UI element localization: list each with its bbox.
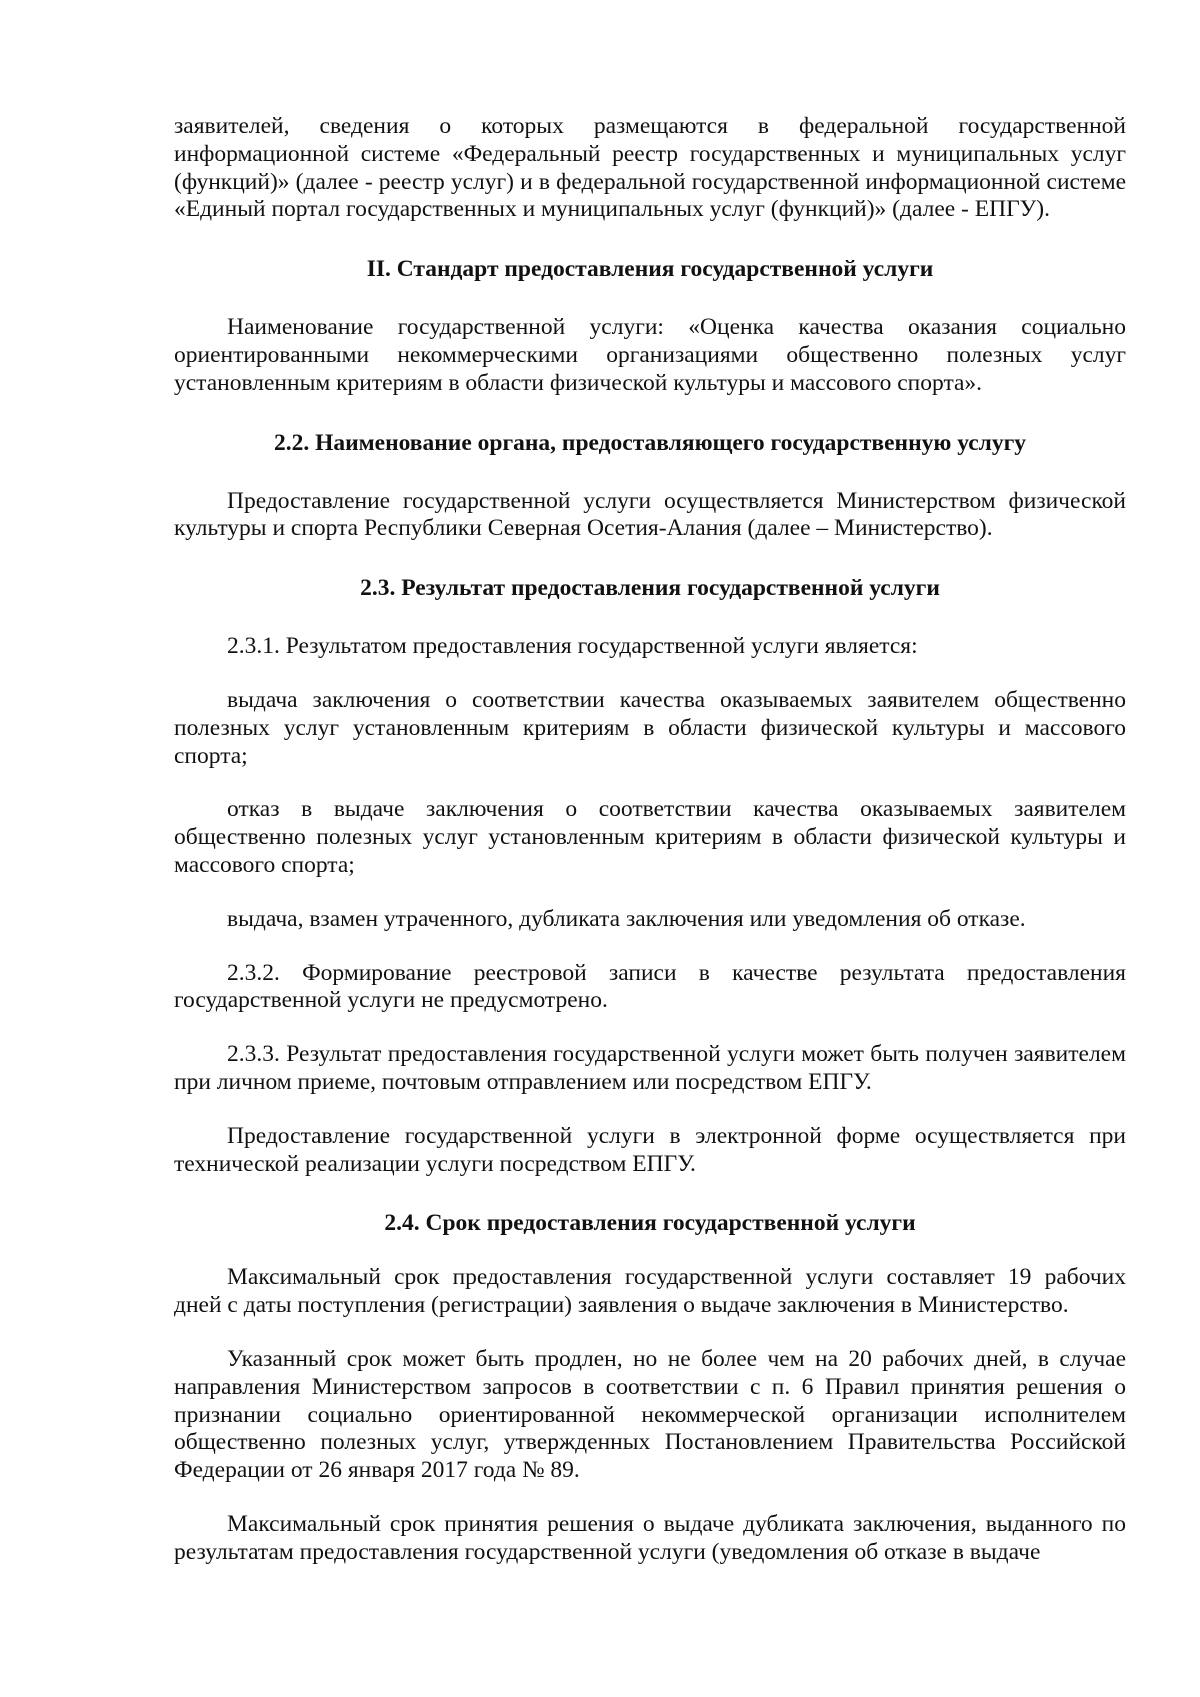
paragraph-result-duplicate: выдача, взамен утраченного, дубликата заключения или уведомления об отказе.: [227, 905, 1026, 932]
paragraph-2-2: Предоставление государственной услуги осуществляется Министерством физической культуры и спорта Республики Северная Осетия-Алания (далее – Министерство).: [174, 487, 1126, 542]
section-heading-2-4: 2.4. Срок предоставления государственной услуги: [384, 1210, 916, 1237]
section-heading-2-2: 2.2. Наименование органа, предоставляющего государственную услугу: [273, 429, 1027, 456]
paragraph-2-4-extension: Указанный срок может быть продлен, но не более чем на 20 рабочих дней, в случае направления Министерством запросов в соответствии с п. 6 Правил принятия решения о признании социально ориентированной некоммерческой организации исполнителем общественно полезных услуг, утвержденных Постановлением Правительства Российской Федерации от 26 января 2017 года № 89.: [174, 1345, 1126, 1484]
paragraph-result-refusal: отказ в выдаче заключения о соответствии качества оказываемых заявителем общественно полезных услуг установленным критериям в области физической культуры и массового спорта;: [174, 796, 1126, 878]
paragraph-2-3-2: 2.3.2. Формирование реестровой записи в качестве результата предоставления государственной услуги не предусмотрено.: [174, 959, 1126, 1014]
section-heading-2-3: 2.3. Результат предоставления государственной услуги: [360, 575, 940, 602]
paragraph-2-4-max-term: Максимальный срок предоставления государственной услуги составляет 19 рабочих дней с даты поступления (регистрации) заявления о выдаче заключения в Министерство.: [174, 1264, 1126, 1319]
paragraph-result-issue: выдача заключения о соответствии качества оказываемых заявителем общественно полезных услуг установленным критериям в области физической культуры и массового спорта;: [174, 686, 1126, 769]
paragraph-electronic-form: Предоставление государственной услуги в электронной форме осуществляется при технической реализации услуги посредством ЕПГУ.: [174, 1122, 1126, 1177]
paragraph-2-4-duplicate-term: Максимальный срок принятия решения о выдаче дубликата заключения, выданного по результатам предоставления государственной услуги (уведомления об отказе в выдаче: [174, 1510, 1126, 1565]
section-heading-standard: II. Стандарт предоставления государственной услуги: [366, 256, 934, 283]
document-page: [174, 113, 1126, 1567]
paragraph-2-3-3: 2.3.3. Результат предоставления государственной услуги может быть получен заявителем при личном приеме, почтовым отправлением или посредством ЕПГУ.: [174, 1041, 1126, 1095]
paragraph-2-3-1: 2.3.1. Результатом предоставления государственной услуги является:: [227, 633, 918, 660]
paragraph-intro: заявителей, сведения о которых размещаются в федеральной государственной информационной системе «Федеральный реестр государственных и муниципальных услуг (функций)» (далее - реестр услуг) и в федеральной государственной информационной системе «Единый портал государственных и муниципальных услуг (функций)» (далее - ЕПГУ).: [174, 113, 1126, 223]
paragraph-service-name: Наименование государственной услуги: «Оценка качества оказания социально ориентированными некоммерческими организациями общественно полезных услуг установленным критериям в области физической культуры и массового спорта».: [174, 314, 1126, 396]
